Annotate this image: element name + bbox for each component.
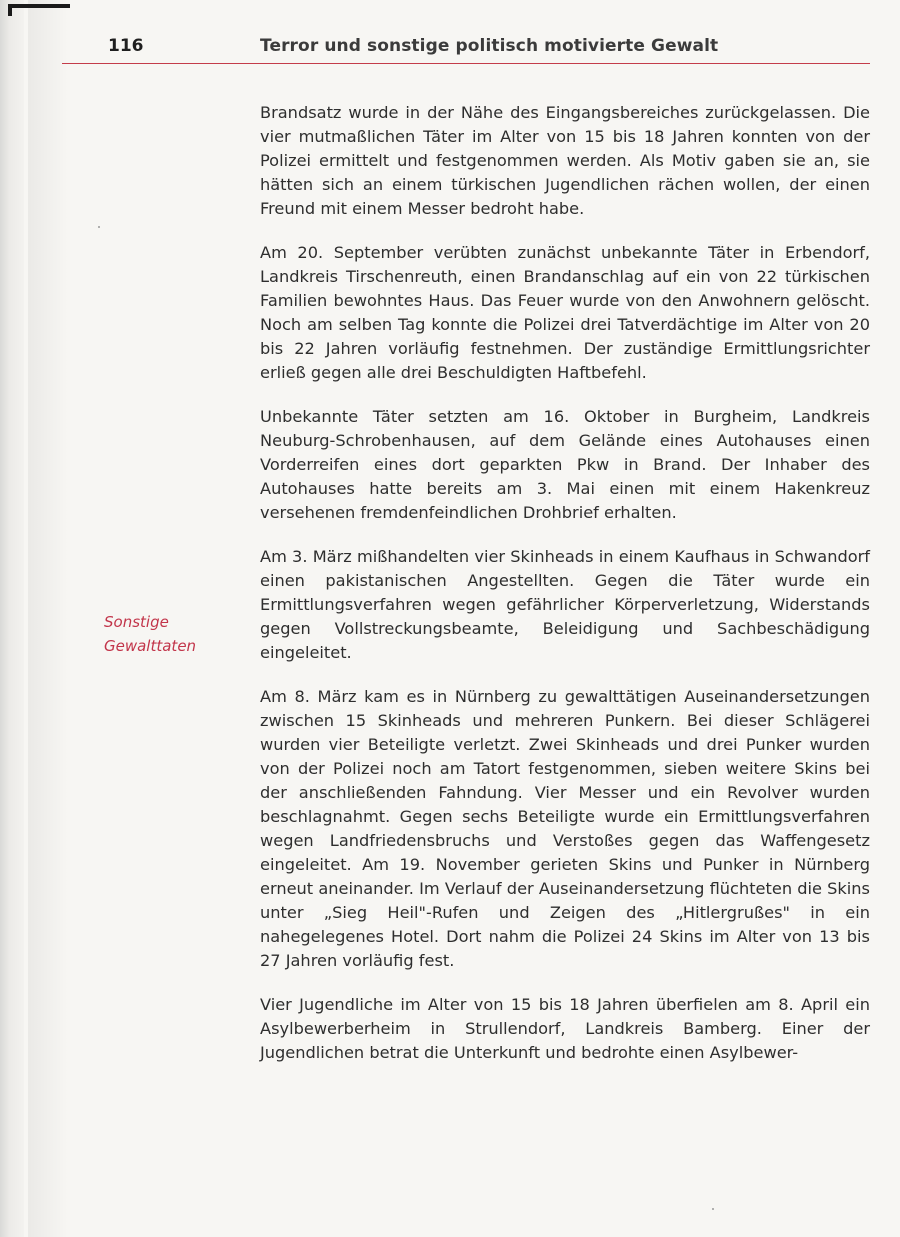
margin-note-line: Gewalttaten (104, 637, 197, 655)
paragraph: Unbekannte Täter setzten am 16. Oktober in Burgheim, Landkreis Neuburg-Schrobenhausen, auf dem Gelände eines Autohauses einen Vorderreifen eines dort geparkten Pkw in Brand. Der Inhaber des Autohauses hatte bereits am 3. Mai einen mit einem Hakenkreuz versehenen fremdenfeindlichen Drohbrief erhalten. (260, 407, 870, 522)
page-header (108, 34, 870, 62)
scan-speck (98, 226, 100, 228)
paragraph: Am 8. März kam es in Nürnberg zu gewalttätigen Auseinandersetzungen zwischen 15 Skinheads und mehreren Punkern. Bei dieser Schlägerei wurden vier Beteiligte verletzt. Zwei Skinheads und drei Punker wurden von der Polizei noch am Tatort festgenommen, sieben weitere Skins bei der anschließenden Fahndung. Vier Messer und ein Revolver wurden beschlagnahmt. Gegen sechs Beteiligte wurde ein Ermittlungsverfahren wegen Landfriedensbruchs und Verstoßes gegen das Waffengesetz eingeleitet. Am 19. November gerieten Skins und Punker in Nürnberg erneut aneinander. Im Verlauf der Auseinandersetzung flüchteten die Skins unter „Sieg Heil"-Rufen und Zeigen des „Hitlergrußes" in ein nahegelegenes Hotel. Dort nahm die Polizei 24 Skins im Alter von 13 bis 27 Jahren vorläufig fest. (260, 687, 870, 970)
page-number: 116 (108, 36, 144, 56)
book-binding-shadow (0, 0, 24, 1237)
paragraph: Vier Jugendliche im Alter von 15 bis 18 Jahren überfielen am 8. April ein Asylbewerberheim in Strullendorf, Landkreis Bamberg. Einer der Jugendlichen betrat die Unterkunft und bedrohte einen Asylbewer- (260, 995, 870, 1062)
scan-speck (712, 1208, 714, 1210)
scan-corner-mark (8, 4, 70, 16)
running-title: Terror und sonstige politisch motivierte Gewalt (260, 36, 719, 56)
header-rule (62, 63, 870, 64)
paragraph: Brandsatz wurde in der Nähe des Eingangsbereiches zurückgelassen. Die vier mutmaßlichen Täter im Alter von 15 bis 18 Jahren konnten von der Polizei ermittelt und festgenommen werden. Als Motiv gaben sie an, sie hätten sich an einem türkischen Jugendlichen rächen wollen, der einen Freund mit einem Messer bedroht habe. (260, 103, 870, 218)
body-text (260, 101, 870, 1065)
margin-note (104, 610, 234, 658)
paragraph: Am 20. September verübten zunächst unbekannte Täter in Erbendorf, Landkreis Tirschenreuth, einen Brandanschlag auf ein von 22 türkischen Familien bewohntes Haus. Das Feuer wurde von den Anwohnern gelöscht. Noch am selben Tag konnte die Polizei drei Tatverdächtige im Alter von 20 bis 22 Jahren vorläufig festnehmen. Der zuständige Ermittlungsrichter erließ gegen alle drei Beschuldigten Haftbefehl. (260, 243, 870, 382)
paragraph: Am 3. März mißhandelten vier Skinheads in einem Kaufhaus in Schwandorf einen pakistanischen Angestellten. Gegen die Täter wurde ein Ermittlungsverfahren wegen gefährlicher Körperverletzung, Widerstands gegen Vollstreckungsbeamte, Beleidigung und Sachbeschädigung eingeleitet. (260, 547, 870, 662)
margin-note-line: Sonstige (104, 613, 169, 631)
